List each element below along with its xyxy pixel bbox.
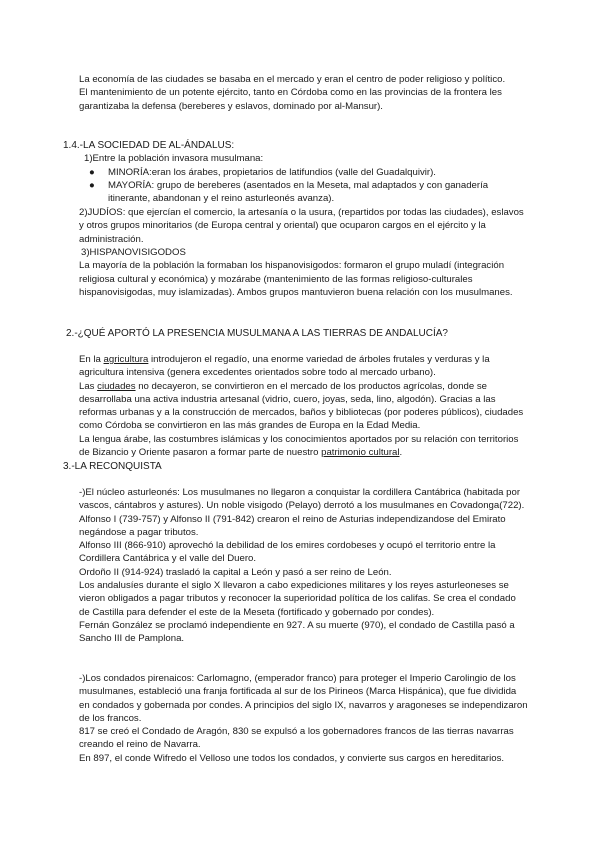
keyword-cities: ciudades	[97, 380, 136, 392]
bullet-icon: ●	[89, 179, 95, 191]
asturleon-paragraph-alfonso-iii: Alfonso III (866-910) aprovechó la debilidad de los emires cordobeses y ocupó el territorio entre la Cordillera Cantábrica y el valle del Duero.	[79, 540, 496, 565]
bullet-item-majority: ● MAYORÍA: grupo de bereberes (asentados en la Meseta, mal adaptados y con ganadería itinerante, abandonan y el reino asturleonés avanza).	[89, 179, 489, 205]
contributions-paragraph-culture: La lengua árabe, las costumbres islámicas y los conocimientos aportados por su relación con territorios de Bizancio y Oriente pasaron a formar parte de nuestro patrimonio cultural.	[79, 433, 519, 459]
pyrenean-paragraph-aragon-navarre: 817 se creó el Condado de Aragón, 830 se expulsó a los gobernadores francos de las tierras navarras creando el reino de Navarra.	[79, 726, 514, 751]
section-reconquest	[0, 460, 600, 473]
intro-paragraph-economy: La economía de las ciudades se basaba en el mercado y eran el centro de poder religioso y político.	[79, 74, 506, 85]
society-jews-block	[0, 206, 600, 246]
asturleon-paragraph-fernan-gonzalez: Fernán González se proclamó independiente en 927. A su muerte (970), el condado de Castilla pasó a Sancho III de Pamplona.	[79, 619, 515, 645]
section-contributions	[0, 327, 600, 340]
contributions-paragraph-cities: Las ciudades no decayeron, se convirtieron en el mercado de los productos agrícolas, donde se desarrollaba una activa industria artesanal (vidrio, cuero, joyas, seda, lino, algodón). Gracias a las reformas urbanas y a la construcción de mercados, baños y bibliotecas (por poderes públicos), ciudades como Córdoba se convirtieron en las más grandes de Europa en la Edad Media.	[79, 380, 524, 432]
keyword-agriculture: agricultura	[103, 354, 149, 365]
asturleon-paragraph-origin: -)El núcleo asturleonés: Los musulmanes no llegaron a conquistar la cordillera Cantábrica (habitada por vascos, cántabros y astures). Un noble visigodo (Pelayo) derrotó a los musulmanes en Covadonga(722). Alfonso I (739-757) y Alfonso II (791-842) crearon el reino de Asturias independizandose del Emirato negándose a pagar tributos.	[79, 487, 525, 538]
section-society	[0, 139, 600, 205]
pyrenean-paragraph-wifredo: En 897, el conde Wifredo el Velloso une todos los condados, y convierte sus cargos en hereditarios.	[79, 752, 505, 764]
keyword-cultural-heritage: patrimonio cultural	[321, 447, 400, 459]
reconquest-asturleon	[0, 486, 600, 646]
contributions-body	[0, 353, 600, 459]
hispanovisigoths-paragraph: La mayoría de la población la formaban los hispanovisigodos: formaron el grupo muladí (integración religiosa cultural y económica) y mozárabe (mantenimiento de las formas religioso-culturales hispanovisigodas, muy islamizadas). Ambos grupos mantuvieron buena relación con los musulmanes.	[79, 260, 513, 298]
section-heading-reconquest: 3.-LA RECONQUISTA	[63, 461, 162, 472]
section-heading-society: 1.4.-LA SOCIEDAD DE AL-ÁNDALUS:	[63, 140, 235, 151]
contributions-paragraph-agriculture: En la agricultura introdujeron el regadío, una enorme variedad de árboles frutales y verduras y la agricultura intensiva (genera excedentes orientados sobre todo al mercado urbano).	[79, 354, 490, 379]
society-item-jews: 2)JUDÍOS: que ejercían el comercio, la artesanía o la usura, (repartidos por todas las ciudades), eslavos y otros grupos minoritarios (de Europa central y oriental) que ocuparon cargos en el ejército y la administración.	[79, 207, 524, 245]
section-heading-contributions: 2.-¿QUÉ APORTÓ LA PRESENCIA MUSULMANA A LAS TIERRAS DE ANDALUCÍA?	[66, 328, 448, 339]
reconquest-pyrenean-counties	[0, 672, 600, 765]
society-hispanovisigoths-block	[0, 246, 600, 299]
bullet-icon: ●	[89, 166, 95, 178]
intro-paragraph-army: El mantenimiento de un potente ejército, tanto en Córdoba como en las provincias de la frontera les garantizaba la defensa (bereberes y eslavos, dominado por al-Mansur).	[79, 87, 502, 112]
invaders-bullet-list	[0, 166, 600, 206]
society-item-hispanovisigoths: 3)HISPANOVISIGODOS	[81, 247, 186, 258]
pyrenean-paragraph-origin: -)Los condados pirenaicos: Carlomagno, (emperador franco) para proteger el Imperio Carolingio de los musulmanes, estableció una franja fortificada al sur de los Pirineos (Marca Hispánica), que fue dividida en condados y gobernada por condes. A principios del siglo IX, navarros y aragoneses se independizaron de los francos.	[79, 673, 528, 724]
bullet-item-minority: ● MINORÍA:eran los árabes, propietarios de latifundios (valle del Guadalquivir).	[89, 166, 436, 178]
asturleon-paragraph-castile: Los andalusíes durante el siglo X llevaron a cabo expediciones militares y los reyes asturleoneses se vieron obligados a pagar tributos y reconocer la superioridad política de los califas. Se crea el condado de Castilla para defender el este de la Meseta (fortificado y gobernado por condes).	[79, 580, 516, 618]
society-item-invaders: 1)Entre la población invasora musulmana:	[84, 153, 264, 165]
intro-section	[0, 73, 600, 113]
asturleon-paragraph-ordono-ii: Ordoño II (914-924) trasladó la capital a León y pasó a ser reino de León.	[79, 566, 392, 578]
